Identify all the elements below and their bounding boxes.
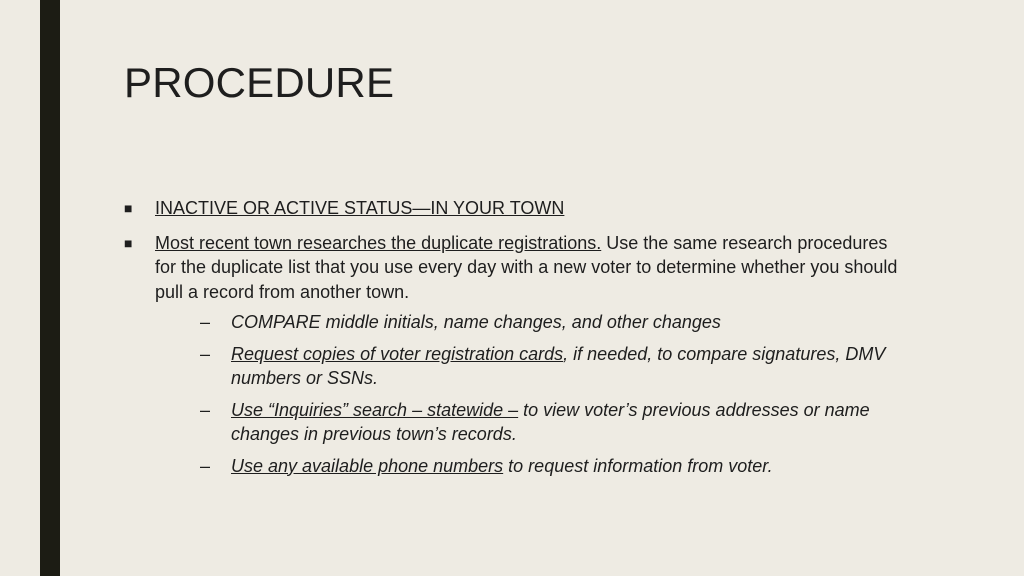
- sub-item-text: COMPARE middle initials, name changes, and other changes: [231, 312, 721, 332]
- sub-item-lead: Use “Inquiries” search – statewide –: [231, 399, 519, 420]
- sub-item-text: , if needed, to compare signatures, DMV numbers or SSNs.: [231, 343, 886, 388]
- status-heading: INACTIVE OR ACTIVE STATUS—IN YOUR TOWN: [155, 198, 565, 218]
- sub-item-phone: [155, 454, 904, 479]
- bullet-marker-icon: ■: [124, 200, 133, 216]
- slide-content: [124, 196, 904, 488]
- bullet-marker-icon: ■: [124, 234, 133, 251]
- sub-bullet-list: [155, 310, 904, 478]
- dash-marker: –: [200, 399, 211, 420]
- sub-item-inquiries: [155, 398, 904, 447]
- left-accent-bar: [40, 0, 60, 576]
- sub-item-request-copies: [155, 342, 904, 391]
- slide-title: PROCEDURE: [124, 59, 395, 106]
- sub-item-lead: Use any available phone numbers: [231, 455, 504, 476]
- bullet-research: [124, 231, 904, 479]
- dash-marker: –: [200, 312, 211, 332]
- sub-item-text: to request information from voter.: [503, 455, 773, 476]
- research-lead: Most recent town researches the duplicate registrations.: [155, 232, 602, 253]
- research-text: Use the same research procedures for the duplicate list that you use every day with a new voter to determine whether you should pull a record from another town.: [155, 232, 898, 302]
- sub-item-lead: Request copies of voter registration cards: [231, 343, 564, 364]
- dash-marker: –: [200, 343, 211, 364]
- bullet-status: [124, 196, 904, 221]
- sub-item-compare: [155, 310, 904, 335]
- dash-marker: –: [200, 455, 211, 476]
- sub-item-text: to view voter’s previous addresses or name changes in previous town’s records.: [231, 399, 870, 444]
